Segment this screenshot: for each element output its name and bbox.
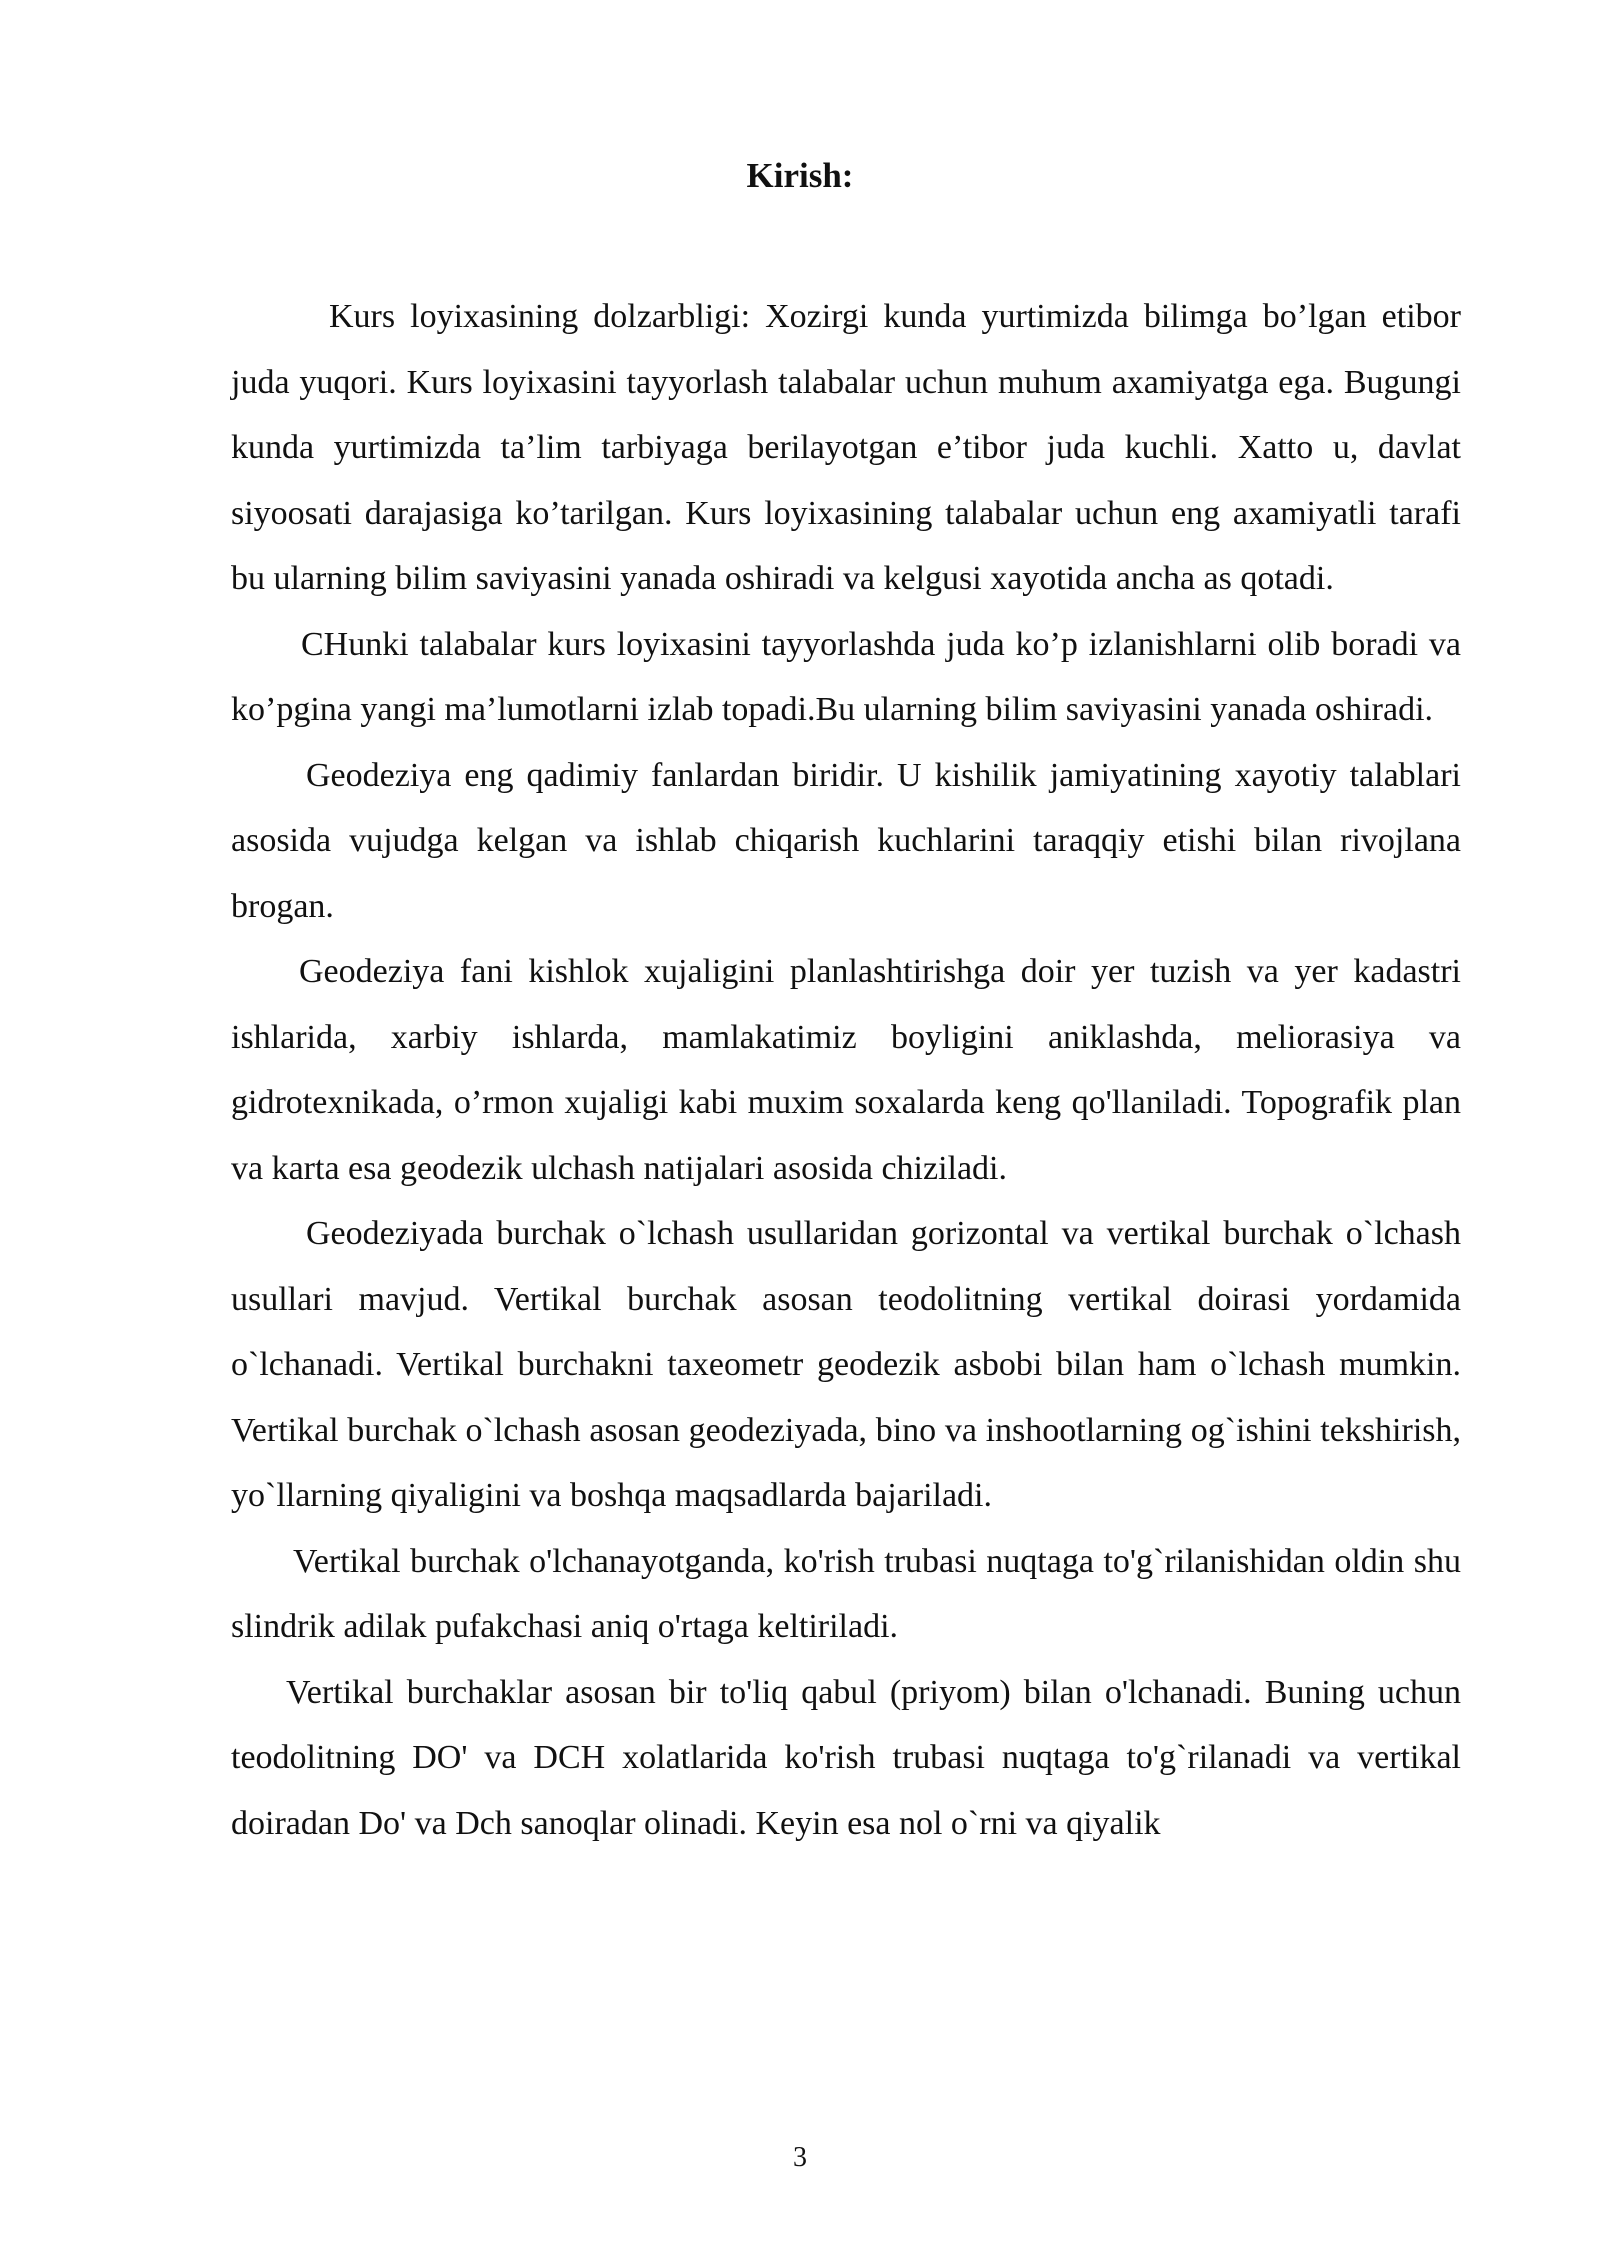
page-number: 3 bbox=[793, 2142, 807, 2173]
paragraph-angle-measurement: Geodeziyada burchak o`lchash usullaridan gorizontal va vertikal burchak o`lchash usullari mavjud. Vertikal burchak asosan teodolitning vertikal doirasi yordamida o`lchanadi. Vertikal burchakni taxeometr geodezik asbobi bilan ham o`lchash mumkin. Vertikal burchak o`lchash asosan geodeziyada, bino va inshootlarning og`ishini tekshirish, yo`llarning qiyaligini va boshqa maqsadlarda bajariladi. bbox=[231, 1215, 1461, 1514]
paragraph-research: CHunki talabalar kurs loyixasini tayyorlashda juda ko’p izlanishlarni olib boradi va ko’pgina yangi ma’lumotlarni izlab topadi.Bu ularning bilim saviyasini yanada oshiradi. bbox=[231, 625, 1461, 728]
paragraph-geodesy-history: Geodeziya eng qadimiy fanlardan biridir. U kishilik jamiyatining xayotiy talablari asosida vujudga kelgan va ishlab chiqarish kuchlarini taraqqiy etishi bilan rivojlana brogan. bbox=[231, 756, 1461, 925]
paragraph-geodesy-applications: Geodeziya fani kishlok xujaligini planlashtirishga doir yer tuzish va yer kadastri ishlarida, xarbiy ishlarda, mamlakatimiz boyligini aniklashda, meliorasiya va gidrotexnikada, o’rmon xujaligi kabi muxim soxalarda keng qo'llaniladi. Topografik plan va karta esa geodezik ulchash natijalari asosida chiziladi. bbox=[231, 953, 1461, 1187]
paragraph-relevance: Kurs loyixasining dolzarbligi: Xozirgi kunda yurtimizda bilimga bo’lgan etibor juda yuqori. Kurs loyixasini tayyorlash talabalar uchun muhum axamiyatga ega. Bugungi kunda yurtimizda ta’lim tarbiyaga berilayotgan e’tibor juda kuchli. Xatto u, davlat siyoosati darajasiga ko’tarilgan. Kurs loyixasining talabalar uchun eng axamiyatli tarafi bu ularning bilim saviyasini yanada oshiradi va kelgusi xayotida ancha as qotadi. bbox=[231, 298, 1461, 597]
page-title: Kirish: bbox=[746, 156, 854, 195]
paragraph-vertical-angle-reception: Vertikal burchaklar asosan bir to'liq qabul (priyom) bilan o'lchanadi. Buning uchun teodolitning DO' va DCH xolatlarida ko'rish trubasi nuqtaga to'g`rilanadi va vertikal doiradan Do' va Dch sanoqlar olinadi. Keyin esa nol o`rni va qiyalik bbox=[231, 1673, 1461, 1842]
paragraph-vertical-angle-levelling: Vertikal burchak o'lchanayotganda, ko'rish trubasi nuqtaga to'g`rilanishidan oldin shu slindrik adilak pufakchasi aniq o'rtaga keltiriladi. bbox=[231, 1542, 1461, 1645]
body-text bbox=[231, 284, 1461, 1856]
